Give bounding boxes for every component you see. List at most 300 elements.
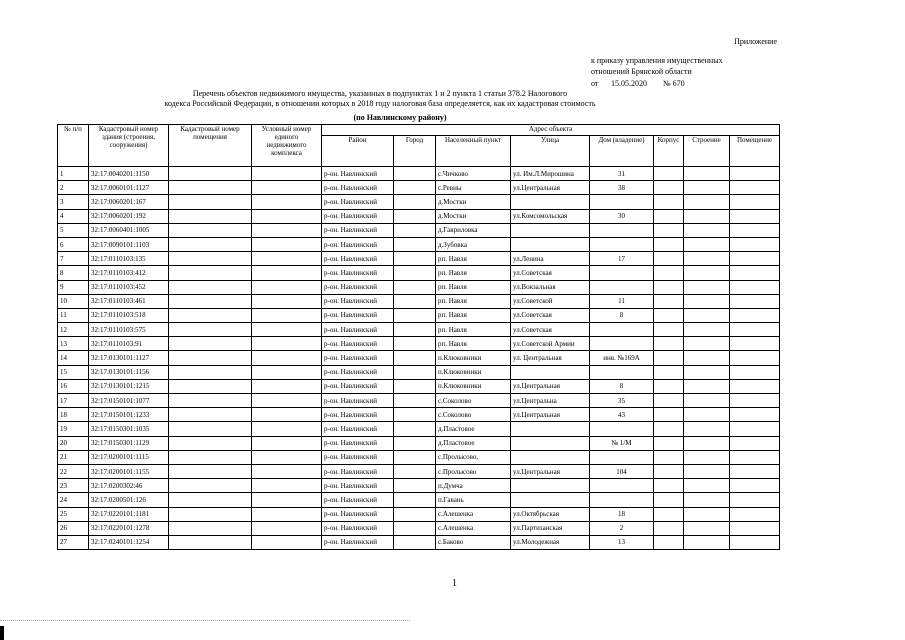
cell-street: ул.Вокзальная [511,280,590,294]
cell-num: 22 [58,464,89,478]
cell-cad-room [169,294,252,308]
document-subtitle: (по Навлинскому району) [353,113,447,122]
cell-district: р-он. Навлинский [322,252,394,266]
cell-cond-number [252,394,322,408]
cell-district: р-он. Навлинский [322,323,394,337]
cell-cad-room [169,521,252,535]
header-cond-number: Условный номер единого недвижимого комплекса [252,125,322,167]
cell-stroenie [684,252,730,266]
cell-city [394,535,436,549]
cell-pomeshenie [730,351,780,365]
cell-settlement: с.Баково [436,535,511,549]
page-number: 1 [452,578,457,589]
cell-cad-room [169,237,252,251]
cell-district: р-он. Навлинский [322,237,394,251]
cell-city [394,521,436,535]
cell-settlement: рп. Навля [436,337,511,351]
table-row [58,479,780,493]
cell-num: 23 [58,479,89,493]
cell-stroenie [684,493,730,507]
cell-num: 18 [58,408,89,422]
cell-stroenie [684,237,730,251]
header-district: Район [322,136,394,167]
header-city: Город [394,136,436,167]
cell-house: № 1/М [590,436,654,450]
cell-pomeshenie [730,507,780,521]
table-row [58,521,780,535]
cell-num: 1 [58,167,89,181]
header-address: Адрес объекта [322,125,780,136]
cell-cad-building: 32:17:0150101:1233 [89,408,169,422]
cell-pomeshenie [730,252,780,266]
cell-cad-building: 32:17:0110103:518 [89,308,169,322]
cell-num: 17 [58,394,89,408]
cell-stroenie [684,535,730,549]
cell-settlement: с.Чичково [436,167,511,181]
header-cad-building: Кадастровый номер здания (строения, сооружения) [89,125,169,167]
cell-house: 30 [590,209,654,223]
cell-street: ул.Советская [511,323,590,337]
cell-cad-building: 32:17:0110103:135 [89,252,169,266]
cell-city [394,351,436,365]
cell-settlement: рп. Навля [436,294,511,308]
cell-num: 6 [58,237,89,251]
cell-cad-room [169,323,252,337]
cell-cond-number [252,252,322,266]
cell-num: 12 [58,323,89,337]
cell-pomeshenie [730,422,780,436]
cell-cad-building: 32:17:0220101:1181 [89,507,169,521]
cell-stroenie [684,280,730,294]
cell-city [394,223,436,237]
cell-district: р-он. Навлинский [322,507,394,521]
cell-cond-number [252,323,322,337]
cell-settlement: д.Пластовое [436,436,511,450]
header-stroenie: Строение [684,136,730,167]
cell-street: ул. Им.Л.Мирошина [511,167,590,181]
cell-city [394,365,436,379]
table-row [58,237,780,251]
table-row [58,337,780,351]
cell-num: 11 [58,308,89,322]
cell-cond-number [252,308,322,322]
cell-district: р-он. Навлинский [322,294,394,308]
cell-cad-building: 32:17:0110103:575 [89,323,169,337]
table-row [58,223,780,237]
cell-district: р-он. Навлинский [322,351,394,365]
cell-num: 27 [58,535,89,549]
cell-street: ул.Советская [511,308,590,322]
cell-cad-building: 32:17:0200501:126 [89,493,169,507]
order-from: от [591,79,599,88]
cell-cad-room [169,223,252,237]
appendix-label: Приложение [734,37,777,46]
cell-cad-building: 32:17:0060101:1127 [89,181,169,195]
cell-house: 104 [590,464,654,478]
cell-cond-number [252,535,322,549]
cell-district: р-он. Навлинский [322,223,394,237]
cell-street [511,450,590,464]
cell-korpus [654,294,684,308]
cell-stroenie [684,507,730,521]
cell-settlement: п.Клюковники [436,379,511,393]
cell-cad-room [169,493,252,507]
cell-korpus [654,223,684,237]
cell-stroenie [684,408,730,422]
cell-street: ул.Центральная [511,379,590,393]
cell-pomeshenie [730,365,780,379]
cell-city [394,294,436,308]
cell-district: р-он. Навлинский [322,181,394,195]
cell-district: р-он. Навлинский [322,280,394,294]
cell-cond-number [252,195,322,209]
cell-num: 13 [58,337,89,351]
cell-city [394,408,436,422]
cell-street [511,223,590,237]
cell-cad-building: 32:17:0040201:1150 [89,167,169,181]
cell-street: ул.Центральная [511,464,590,478]
cell-house: 8 [590,308,654,322]
cell-pomeshenie [730,436,780,450]
scan-artifact-mark [0,626,4,640]
cell-city [394,280,436,294]
cell-settlement: д.Мостки [436,195,511,209]
cell-house: 31 [590,167,654,181]
cell-settlement: с.Ревны [436,181,511,195]
cell-pomeshenie [730,308,780,322]
cell-cad-room [169,365,252,379]
cell-settlement: с.Соколово [436,408,511,422]
cell-district: р-он. Навлинский [322,394,394,408]
cell-house: 8 [590,379,654,393]
cell-settlement: с.Алешенка [436,521,511,535]
cell-cad-building: 32:17:0110103:461 [89,294,169,308]
cell-num: 7 [58,252,89,266]
cell-cond-number [252,351,322,365]
cell-street [511,365,590,379]
cell-cad-room [169,408,252,422]
cell-house [590,493,654,507]
table-row [58,436,780,450]
cell-korpus [654,323,684,337]
cell-cond-number [252,436,322,450]
table-row [58,167,780,181]
cell-house [590,237,654,251]
cell-cad-building: 32:17:0220101:1278 [89,521,169,535]
cell-stroenie [684,167,730,181]
table-row [58,394,780,408]
cell-pomeshenie [730,209,780,223]
cell-cad-room [169,464,252,478]
header-house: Дом (владение) [590,136,654,167]
cell-cad-room [169,209,252,223]
cell-city [394,493,436,507]
cell-pomeshenie [730,394,780,408]
cell-num: 3 [58,195,89,209]
order-date: 15.05.2020 [611,79,647,88]
cell-house [590,323,654,337]
cell-cond-number [252,209,322,223]
cell-korpus [654,450,684,464]
cell-korpus [654,479,684,493]
cell-stroenie [684,223,730,237]
table-row [58,209,780,223]
cell-settlement: рп. Навля [436,323,511,337]
cell-street: ул.Октябрьская [511,507,590,521]
cell-stroenie [684,521,730,535]
cell-settlement: д.Мостки [436,209,511,223]
cell-num: 21 [58,450,89,464]
cell-pomeshenie [730,464,780,478]
cell-korpus [654,493,684,507]
cell-num: 26 [58,521,89,535]
cell-cond-number [252,521,322,535]
cell-cad-building: 32:17:0060201:167 [89,195,169,209]
cell-num: 5 [58,223,89,237]
cell-stroenie [684,195,730,209]
cell-cad-building: 32:17:0110103:91 [89,337,169,351]
cell-street: ул.Молодежная [511,535,590,549]
cell-cad-room [169,394,252,408]
table-row [58,450,780,464]
cell-pomeshenie [730,337,780,351]
cell-pomeshenie [730,323,780,337]
cell-district: р-он. Навлинский [322,493,394,507]
cell-korpus [654,252,684,266]
header-num: № п/п [58,125,89,167]
document-title [160,89,600,109]
cell-district: р-он. Навлинский [322,479,394,493]
cell-pomeshenie [730,379,780,393]
cell-street: ул.Центральная [511,181,590,195]
cell-cond-number [252,266,322,280]
cell-settlement: д.Гавриловка [436,223,511,237]
header-korpus: Корпус [654,136,684,167]
cell-pomeshenie [730,167,780,181]
table-row [58,507,780,521]
cell-street: ул.Ленина [511,252,590,266]
cell-house: 43 [590,408,654,422]
cell-cad-building: 32:17:0200101:1155 [89,464,169,478]
cell-korpus [654,167,684,181]
cell-settlement: рп. Навля [436,280,511,294]
table-row [58,323,780,337]
cell-pomeshenie [730,280,780,294]
cell-house: 2 [590,521,654,535]
cell-korpus [654,394,684,408]
cell-cad-building: 32:17:0150301:1035 [89,422,169,436]
cell-city [394,479,436,493]
cell-stroenie [684,436,730,450]
cell-street: ул.Советская [511,266,590,280]
cell-street: ул.Советской Армии [511,337,590,351]
cell-korpus [654,181,684,195]
cell-city [394,422,436,436]
cell-pomeshenie [730,237,780,251]
cell-stroenie [684,394,730,408]
cell-settlement: с.Соколово [436,394,511,408]
cell-settlement: д.Пластовое [436,422,511,436]
cell-street [511,237,590,251]
cell-cond-number [252,337,322,351]
cell-cond-number [252,181,322,195]
cell-city [394,436,436,450]
cell-district: р-он. Навлинский [322,408,394,422]
cell-cond-number [252,408,322,422]
cell-cad-building: 32:17:0110103:452 [89,280,169,294]
cell-district: р-он. Навлинский [322,195,394,209]
cell-settlement: рп. Навля [436,266,511,280]
cell-korpus [654,464,684,478]
cell-stroenie [684,365,730,379]
cell-street: ул. Центральная [511,351,590,365]
cell-cond-number [252,237,322,251]
cell-stroenie [684,422,730,436]
cell-korpus [654,195,684,209]
cell-pomeshenie [730,195,780,209]
cell-korpus [654,280,684,294]
cell-cad-building: 32:17:0200101:1115 [89,450,169,464]
cell-settlement: рп. Навля [436,308,511,322]
cell-korpus [654,351,684,365]
table-row [58,195,780,209]
cell-stroenie [684,308,730,322]
cell-korpus [654,237,684,251]
cell-pomeshenie [730,408,780,422]
cell-city [394,507,436,521]
cell-street [511,422,590,436]
table-row [58,422,780,436]
cell-cad-room [169,252,252,266]
cell-city [394,266,436,280]
cell-district: р-он. Навлинский [322,521,394,535]
cell-cad-building: 32:17:0200302:46 [89,479,169,493]
cell-settlement: с.Пролысово [436,464,511,478]
cell-cad-room [169,422,252,436]
cell-num: 15 [58,365,89,379]
cell-num: 20 [58,436,89,450]
order-date-line [591,79,685,88]
cell-district: р-он. Навлинский [322,308,394,322]
cell-city [394,450,436,464]
cell-korpus [654,266,684,280]
cell-pomeshenie [730,479,780,493]
cell-city [394,323,436,337]
cell-house: 35 [590,394,654,408]
cell-street [511,195,590,209]
cell-cond-number [252,365,322,379]
order-number: № 670 [663,79,685,88]
cell-street: ул.Центральная [511,408,590,422]
cell-cad-room [169,181,252,195]
cell-cad-room [169,167,252,181]
cell-korpus [654,308,684,322]
cell-house [590,337,654,351]
cell-stroenie [684,209,730,223]
header-pomeshenie: Помещение [730,136,780,167]
cell-cad-room [169,280,252,294]
cell-pomeshenie [730,450,780,464]
table-row [58,464,780,478]
cell-settlement: с.Алешенка [436,507,511,521]
cell-num: 14 [58,351,89,365]
cell-street [511,436,590,450]
cell-settlement: п.Клюковники [436,351,511,365]
cell-korpus [654,507,684,521]
cell-stroenie [684,379,730,393]
cell-city [394,379,436,393]
cell-num: 24 [58,493,89,507]
cell-district: р-он. Навлинский [322,266,394,280]
cell-city [394,167,436,181]
cell-stroenie [684,479,730,493]
cell-num: 25 [58,507,89,521]
cell-city [394,181,436,195]
cell-house [590,450,654,464]
cell-pomeshenie [730,294,780,308]
cell-num: 16 [58,379,89,393]
cell-cad-building: 32:17:0150101:1077 [89,394,169,408]
cell-house [590,280,654,294]
cell-cond-number [252,379,322,393]
cell-cond-number [252,223,322,237]
cell-house: 38 [590,181,654,195]
cell-city [394,337,436,351]
cell-stroenie [684,181,730,195]
table-row [58,181,780,195]
header-street: Улица [511,136,590,167]
table-body [58,167,780,550]
cell-pomeshenie [730,521,780,535]
cell-city [394,252,436,266]
cell-stroenie [684,464,730,478]
cell-pomeshenie [730,223,780,237]
cell-stroenie [684,266,730,280]
cell-house [590,266,654,280]
table-row [58,351,780,365]
property-table [57,124,780,550]
cell-settlement: п.Думча [436,479,511,493]
cell-city [394,209,436,223]
cell-city [394,464,436,478]
cell-num: 8 [58,266,89,280]
order-line-2: отношений Брянской области [591,67,692,76]
cell-korpus [654,379,684,393]
order-line-1: к приказу управления имущественных [591,56,723,65]
cell-cad-building: 32:17:0060401:1005 [89,223,169,237]
header-cad-room: Кадастровый номер помещения [169,125,252,167]
table-row [58,308,780,322]
cell-num: 9 [58,280,89,294]
cell-district: р-он. Навлинский [322,365,394,379]
cell-district: р-он. Навлинский [322,464,394,478]
cell-city [394,308,436,322]
order-reference [591,55,766,77]
cell-cad-room [169,379,252,393]
cell-city [394,394,436,408]
cell-street: ул.Центральна [511,394,590,408]
cell-korpus [654,408,684,422]
cell-korpus [654,422,684,436]
cell-house: инв. №169А [590,351,654,365]
cell-district: р-он. Навлинский [322,535,394,549]
cell-house [590,195,654,209]
cell-house: 17 [590,252,654,266]
cell-cond-number [252,493,322,507]
table-row [58,252,780,266]
cell-cond-number [252,464,322,478]
cell-cad-building: 32:17:0060201:192 [89,209,169,223]
